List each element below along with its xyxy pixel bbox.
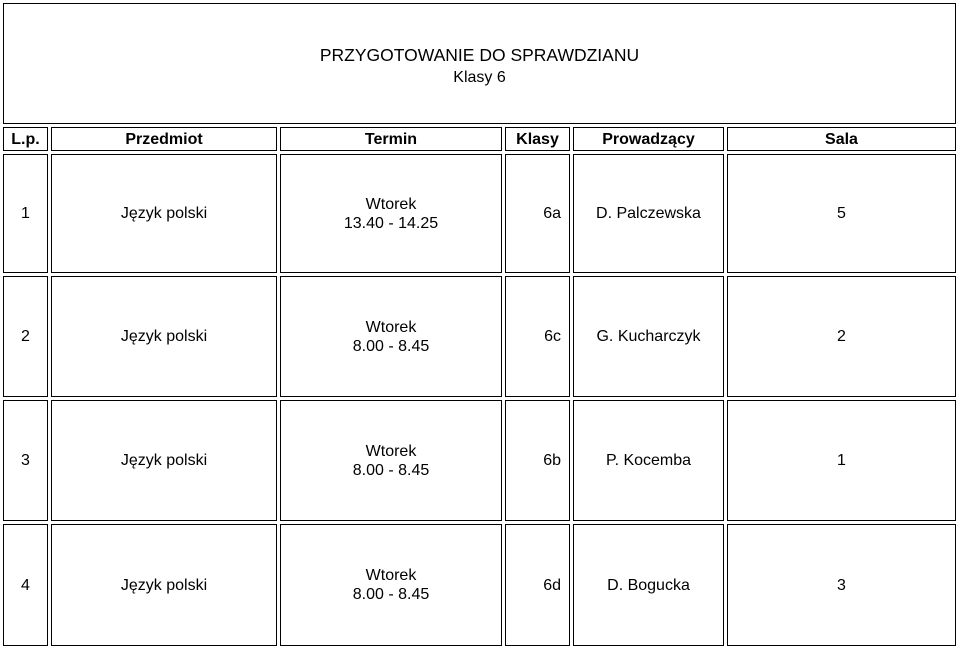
page-subtitle: Klasy 6	[453, 69, 506, 86]
table-cell-term	[280, 524, 502, 646]
table-cell-term	[280, 276, 502, 397]
term-time: 8.00 - 8.45	[352, 337, 430, 355]
table-cell-subject: Język polski	[51, 524, 277, 646]
column-header-lp: L.p.	[3, 127, 48, 151]
table-cell-lp: 4	[3, 524, 48, 646]
column-header-room: Sala	[727, 127, 956, 151]
table-cell-subject: Język polski	[51, 276, 277, 397]
title-box	[3, 3, 956, 124]
table-cell-room: 5	[727, 154, 956, 273]
table-cell-term	[280, 154, 502, 273]
table-cell-teacher: G. Kucharczyk	[573, 276, 724, 397]
table-cell-subject: Język polski	[51, 400, 277, 521]
table-cell-term	[280, 400, 502, 521]
table-cell-class: 6a	[505, 154, 570, 273]
column-header-teacher: Prowadzący	[573, 127, 724, 151]
table-cell-lp: 3	[3, 400, 48, 521]
table-cell-subject: Język polski	[51, 154, 277, 273]
column-header-subject: Przedmiot	[51, 127, 277, 151]
page-title: PRZYGOTOWANIE DO SPRAWDZIANU	[319, 45, 640, 65]
term-day: Wtorek	[365, 195, 417, 213]
table-cell-lp: 2	[3, 276, 48, 397]
table-cell-teacher: D. Palczewska	[573, 154, 724, 273]
table-cell-class: 6d	[505, 524, 570, 646]
table-cell-room: 3	[727, 524, 956, 646]
column-header-term: Termin	[280, 127, 502, 151]
table-cell-room: 2	[727, 276, 956, 397]
table-cell-class: 6c	[505, 276, 570, 397]
term-day: Wtorek	[365, 318, 417, 336]
column-header-class: Klasy	[505, 127, 570, 151]
table-cell-teacher: P. Kocemba	[573, 400, 724, 521]
table-cell-lp: 1	[3, 154, 48, 273]
term-time: 8.00 - 8.45	[352, 586, 430, 603]
table-cell-room: 1	[727, 400, 956, 521]
table-cell-class: 6b	[505, 400, 570, 521]
term-time: 13.40 - 14.25	[343, 214, 439, 232]
term-time: 8.00 - 8.45	[352, 461, 430, 479]
table-cell-teacher: D. Bogucka	[573, 524, 724, 646]
term-day: Wtorek	[365, 442, 417, 460]
term-day: Wtorek	[365, 567, 417, 584]
